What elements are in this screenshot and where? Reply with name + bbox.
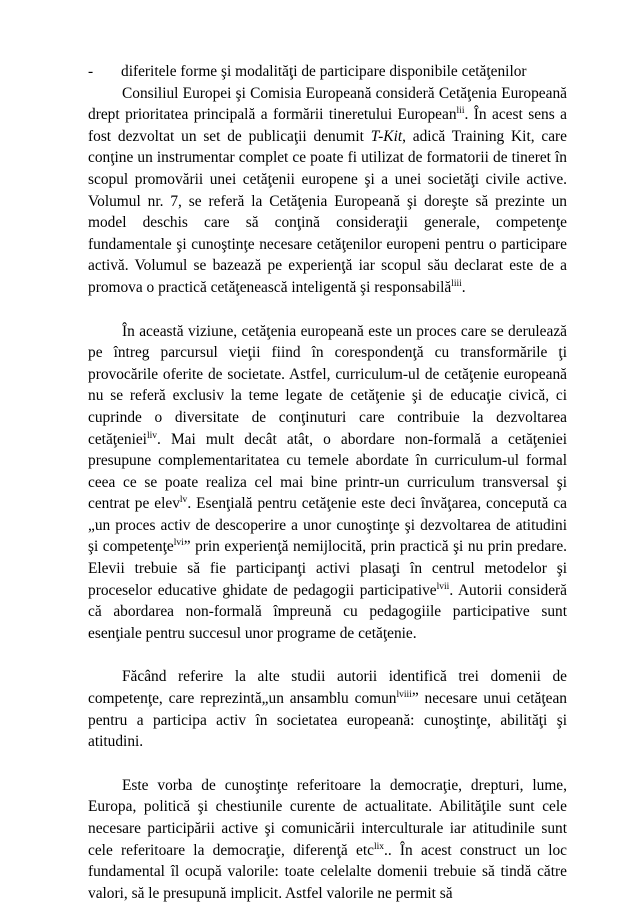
paragraph-spacer: [88, 299, 567, 321]
footnote-ref-liv[interactable]: liv: [146, 430, 157, 441]
bullet-item: [88, 61, 567, 83]
p1-text-b: . În acest sens a fost dezvoltat un set de publicaţii denumit: [88, 106, 568, 145]
paragraph-2: [88, 321, 567, 645]
footnote-ref-lv[interactable]: lv: [179, 495, 188, 506]
p1-italic-tkit: T-Kit: [370, 127, 403, 145]
footnote-ref-lix[interactable]: lix: [373, 841, 384, 852]
paragraph-3: [88, 666, 567, 752]
footnote-ref-lvi[interactable]: lvi: [173, 538, 184, 549]
footnote-ref-lvii[interactable]: lvii: [436, 581, 450, 592]
bullet-text: diferitele forme şi modalităţi de participare disponibile cetăţenilor: [121, 63, 527, 80]
p1-text-d: .: [461, 278, 466, 296]
p3-text-a: Făcând referire la alte studii autorii identifică trei domenii de competenţe, care reprezintă„un ansamblu comun: [88, 668, 567, 708]
paragraph-spacer: [88, 644, 567, 666]
paragraph-4: [88, 775, 567, 905]
paragraph-1: [88, 83, 567, 299]
p2-text-d: ” prin experienţă nemijlocită, prin practică şi nu prin predare. Elevii trebuie să fie participanţi activi plasaţi în centrul metodelor şi proceselor educative ghidate de pedagogii participative: [88, 538, 568, 599]
p2-text-e: . Autorii consideră că abordarea non-formală împreună cu pedagogiile participative sunt esenţiale pentru succesul unor programe de cetăţenie.: [88, 581, 567, 642]
p1-text-c: , adică Training Kit, care conţine un instrumentar complet ce poate fi utilizat de formatorii de tineret în scopul promovării unei cetăţenii europene şi a unei societăţi civile active. Volumul nr. 7, se referă la Cetăţenia Europeană şi doreşte să prezinte un model deschis care să conţină consideraţii generale, competenţe fundamentale şi cunoştinţe necesare cetăţenilor europeni pentru o participare activă. Volumul se bazează pe experienţă iar scopul său declarat este de a promova o practică cetăţenească inteligentă şi responsabilă: [88, 127, 567, 296]
p2-text-a: În această viziune, cetăţenia europeană este un proces care se derulează pe întreg parcursul vieţii fiind în corespondenţă cu transformările ţi provocările oferite de societate. Astfel, curriculum-ul de cetăţenie europeană nu se referă exclusiv la teme legate de cetăţenie şi de educaţie civică, ci cuprinde o diversitate de conţinuturi care contribuie la dezvoltarea cetăţeniei: [88, 322, 567, 448]
p4-text-a: Este vorba de cunoştinţe referitoare la democraţie, drepturi, lume, Europa, politică şi chestiunile curente de actualitate. Abilităţile sunt cele necesare participării active şi comunicării interculturale iar atitudinile sunt cele referitoare la democraţie, diferenţă etc: [88, 776, 567, 859]
paragraph-spacer: [88, 753, 567, 775]
p2-text-b: . Mai mult decât atât, o abordare non-formală a cetăţeniei presupune complementaritatea cu temele abordate în curriculum-ul formal ceea ce se poate realiza cel mai bine printr-un curriculum transversal şi centrat pe elev: [88, 430, 567, 513]
bullet-marker: -: [88, 63, 94, 80]
footnote-ref-lviii[interactable]: lviii: [396, 690, 412, 701]
footnote-ref-lii[interactable]: lii: [456, 106, 465, 117]
p3-text-b: ” necesare unui cetăţean pentru a participa activ în societatea europeană: cunoştinţe, abilităţi şi atitudini.: [88, 690, 568, 751]
p2-text-c: . Esenţială pentru cetăţenie este deci învăţarea, concepută ca „un proces activ de descoperire a unor cunoştinţe şi dezvoltarea de atitudini şi competenţe: [88, 495, 567, 556]
p4-text-b: .. În acest construct un loc fundamental îl ocupă valorile: toate celelalte domenii trebuie să tindă către valori, să le presupună implicit. Astfel valorile ne permit să: [88, 841, 567, 902]
footnote-ref-liii[interactable]: liii: [451, 278, 462, 289]
p1-text-a: Consiliul Europei şi Comisia Europeană consideră Cetăţenia Europeană drept prioritatea principală a formării tineretului European: [88, 84, 567, 124]
